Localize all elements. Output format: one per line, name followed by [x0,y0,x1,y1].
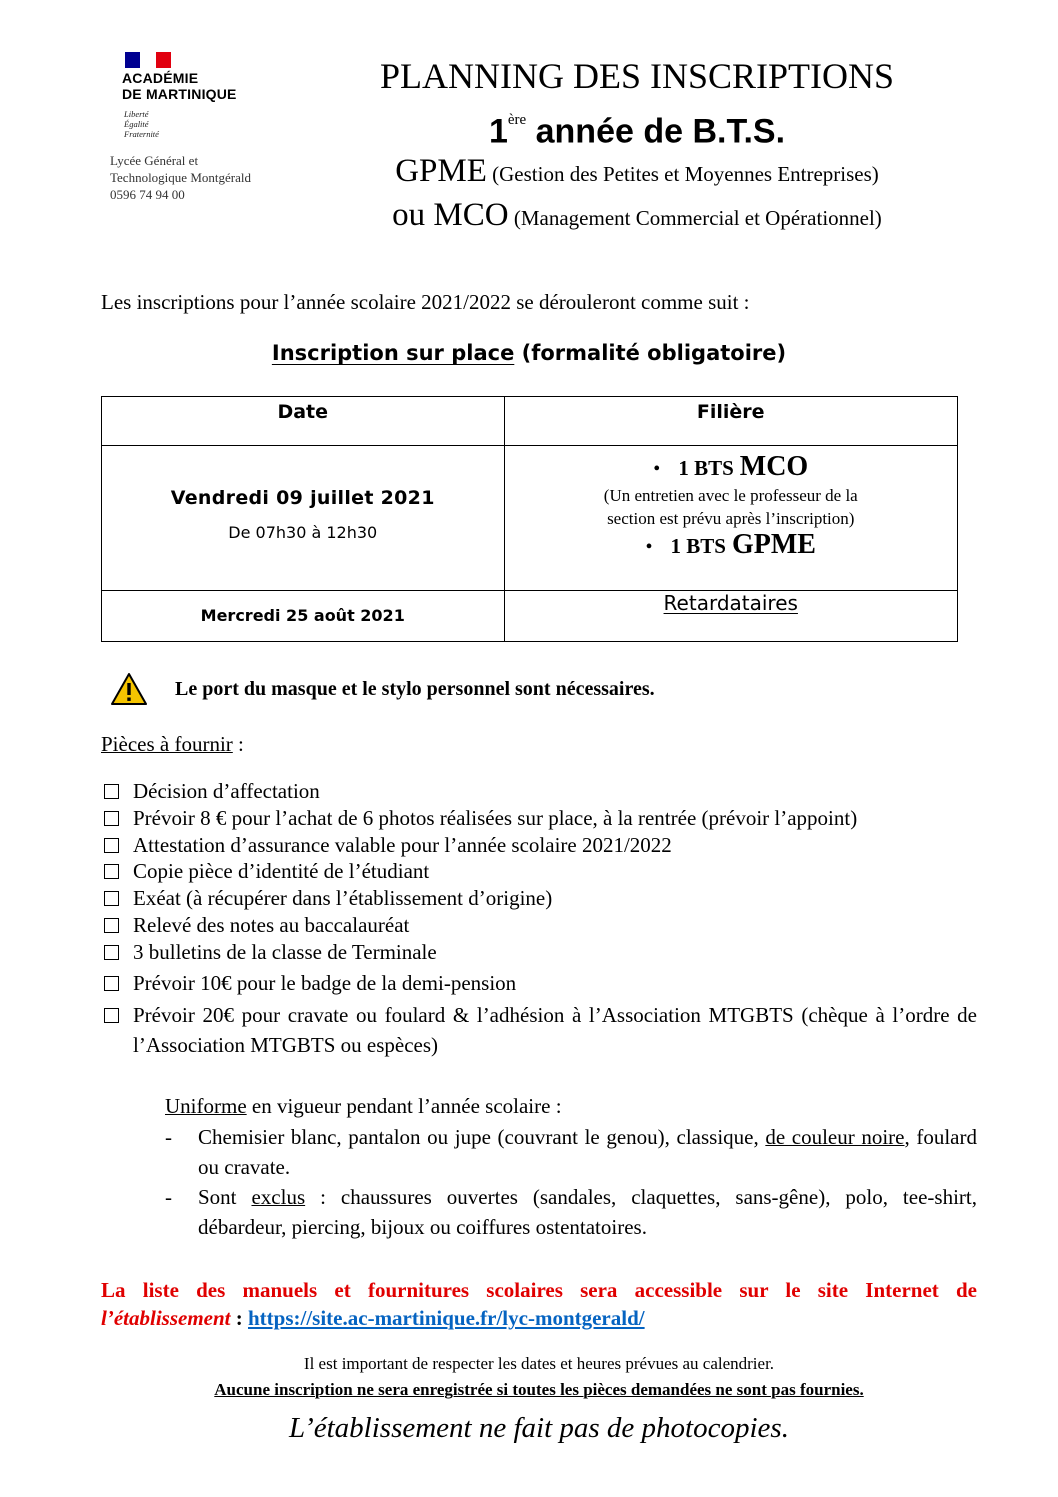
row1-date-cell [102,446,505,591]
mco-acronym: MCO [433,197,509,233]
republic-flag-logo [125,52,171,68]
uniform-item [165,1122,977,1182]
table-row [102,591,958,642]
school-phone: 0596 74 94 00 [110,187,185,202]
checklist-item [101,885,977,912]
checklist-item [101,858,977,885]
warning-text: Le port du masque et le stylo personnel sont nécessaires. [175,678,655,700]
uniform-item2-underlined: exclus [251,1185,306,1209]
pieces-heading [101,730,244,758]
school-info [110,152,251,203]
manuals-notice [101,1276,977,1332]
uniform-list [165,1122,977,1242]
footer-line2-text: Aucune inscription ne sera enregistrée si toutes les pièces demandées ne sont pas fournies. [214,1380,864,1399]
uniform-heading [165,1092,562,1120]
uniform-rest: en vigueur pendant l’année scolaire : [246,1094,562,1118]
year-number: 1 [488,112,508,151]
checkbox[interactable] [104,1008,119,1023]
section-heading [101,338,957,368]
uniform-item1-b: , foulard ou cravate. [198,1125,977,1179]
uniform-item2-a: Sont [198,1185,252,1209]
checkbox[interactable] [104,811,119,826]
footer-line3: L’établissement ne fait pas de photocopies. [289,1412,789,1444]
checklist-item-label: Relevé des notes au baccalauréat [133,912,410,937]
row2-date-cell [102,591,505,642]
notice-colon: : [230,1306,248,1330]
school-line-2: Technologique Montgérald [110,170,251,185]
mco-name: MCO [739,451,809,482]
row2-filiere: Retardataires [663,591,798,615]
logo-line-1: ACADÉMIE [122,70,199,86]
motto-egalite: Égalité [124,119,149,129]
checklist-item-label: 3 bulletins de la classe de Terminale [133,939,437,964]
uniform-item [165,1182,977,1242]
intro-text: Les inscriptions pour l’année scolaire 2021/2022 se dérouleront comme suit : [101,290,750,314]
row2-filiere-cell [504,591,958,642]
bullet-icon: • [653,458,661,480]
academie-logo-text [122,70,237,102]
footer-line2 [101,1378,977,1402]
notice-line1: La liste des manuels et fournitures scolaires sera accessible sur le site Internet de [101,1278,977,1302]
pieces-suffix: : [232,732,244,756]
mco-prefix: 1 BTS [678,456,734,480]
school-line-1: Lycée Général et [110,153,199,168]
uniform-item1-underlined: de couleur noire [765,1125,905,1149]
gpme-acronym: GPME [395,153,487,189]
mco-note-line2: section est prévu après l’inscription) [607,509,855,528]
pieces-label: Pièces à fournir [101,732,233,756]
header-filiere: Filière [504,397,958,446]
mco-note-line1: (Un entretien avec le professeur de la [603,486,858,505]
logo-line-2: DE MARTINIQUE [122,86,237,102]
checkbox[interactable] [104,891,119,906]
table-row [102,446,958,591]
checklist-item [101,832,977,859]
checkbox[interactable] [104,838,119,853]
website-link[interactable]: https://site.ac-martinique.fr/lyc-montgerald/ [248,1306,645,1330]
motto-liberte: Liberté [124,109,149,119]
gpme-heading [300,151,974,194]
checklist-item [101,970,977,997]
checklist-item-label: Décision d’affectation [133,779,320,803]
logo-motto [124,109,159,139]
filiere-item-gpme [505,530,958,562]
motto-fraternite: Fraternité [124,129,159,139]
checklist-item-label: Attestation d’assurance valable pour l’année scolaire 2021/2022 [133,832,672,857]
table-header-row [102,397,958,446]
schedule-table [101,396,958,642]
uniform-item1-a: Chemisier blanc, pantalon ou jupe (couvrant le genou), classique, [198,1125,766,1149]
checklist-item [101,778,977,805]
checklist-item-label: Prévoir 10€ pour le badge de la demi-pension [133,970,517,995]
page-title: PLANNING DES INSCRIPTIONS [379,56,895,96]
notice-italic: l’établissement [101,1306,231,1330]
checklist-item [101,939,977,966]
section-heading-underlined: Inscription sur place [271,341,515,365]
dash-bullet: - [165,1125,172,1149]
section-heading-rest: (formalité obligatoire) [514,341,787,365]
warning-triangle-icon [110,672,148,706]
checklist-item-label: Copie pièce d’identité de l’étudiant [133,859,430,884]
row1-date: Vendredi 09 juillet 2021 [170,487,435,509]
mco-fullname: (Management Commercial et Opérationnel) [508,206,882,230]
year-rest: année de B.T.S. [526,112,786,151]
gpme-fullname: (Gestion des Petites et Moyennes Entreprises) [486,162,879,186]
row1-filiere-cell [504,446,958,591]
row1-hours: De 07h30 à 12h30 [228,523,378,542]
checkbox[interactable] [104,864,119,879]
checkbox[interactable] [104,784,119,799]
checklist-item [101,1000,977,1060]
pieces-checklist [101,778,977,1060]
gpme-prefix: 1 BTS [670,534,726,558]
header-date: Date [102,397,505,446]
checklist-item-label: Prévoir 8 € pour l’achat de 6 photos réalisées sur place, à la rentrée (prévoir l’appoint) [133,805,858,830]
dash-bullet: - [165,1185,172,1209]
ou-word: ou [392,197,434,233]
page-subtitle [300,106,974,151]
mco-heading [300,195,974,238]
gpme-name: GPME [731,529,816,560]
uniform-item2-b: : chaussures ouvertes (sandales, claquettes, sans-gêne), polo, tee-shirt, débardeur, piercing, bijoux ou coiffures ostentatoires. [198,1185,977,1239]
footer-line1: Il est important de respecter les dates et heures prévues au calendrier. [303,1354,775,1373]
checklist-item-label: Exéat (à récupérer dans l’établissement d’origine) [133,886,553,911]
checkbox[interactable] [104,945,119,960]
uniform-label: Uniforme [165,1094,247,1118]
checkbox[interactable] [104,976,119,991]
checklist-item-label: Prévoir 20€ pour cravate ou foulard & l’adhésion à l’Association MTGBTS (chèque à l’ordre de l’Association MTGBTS ou espèces) [133,1003,977,1058]
checklist-item [101,912,977,939]
checkbox[interactable] [104,918,119,933]
bullet-icon: • [645,536,653,558]
filiere-item-mco [505,452,958,484]
year-superscript: ère [507,112,527,128]
checklist-item [101,805,977,832]
notice-line2 [101,1304,977,1332]
row2-date: Mercredi 25 août 2021 [200,606,405,625]
